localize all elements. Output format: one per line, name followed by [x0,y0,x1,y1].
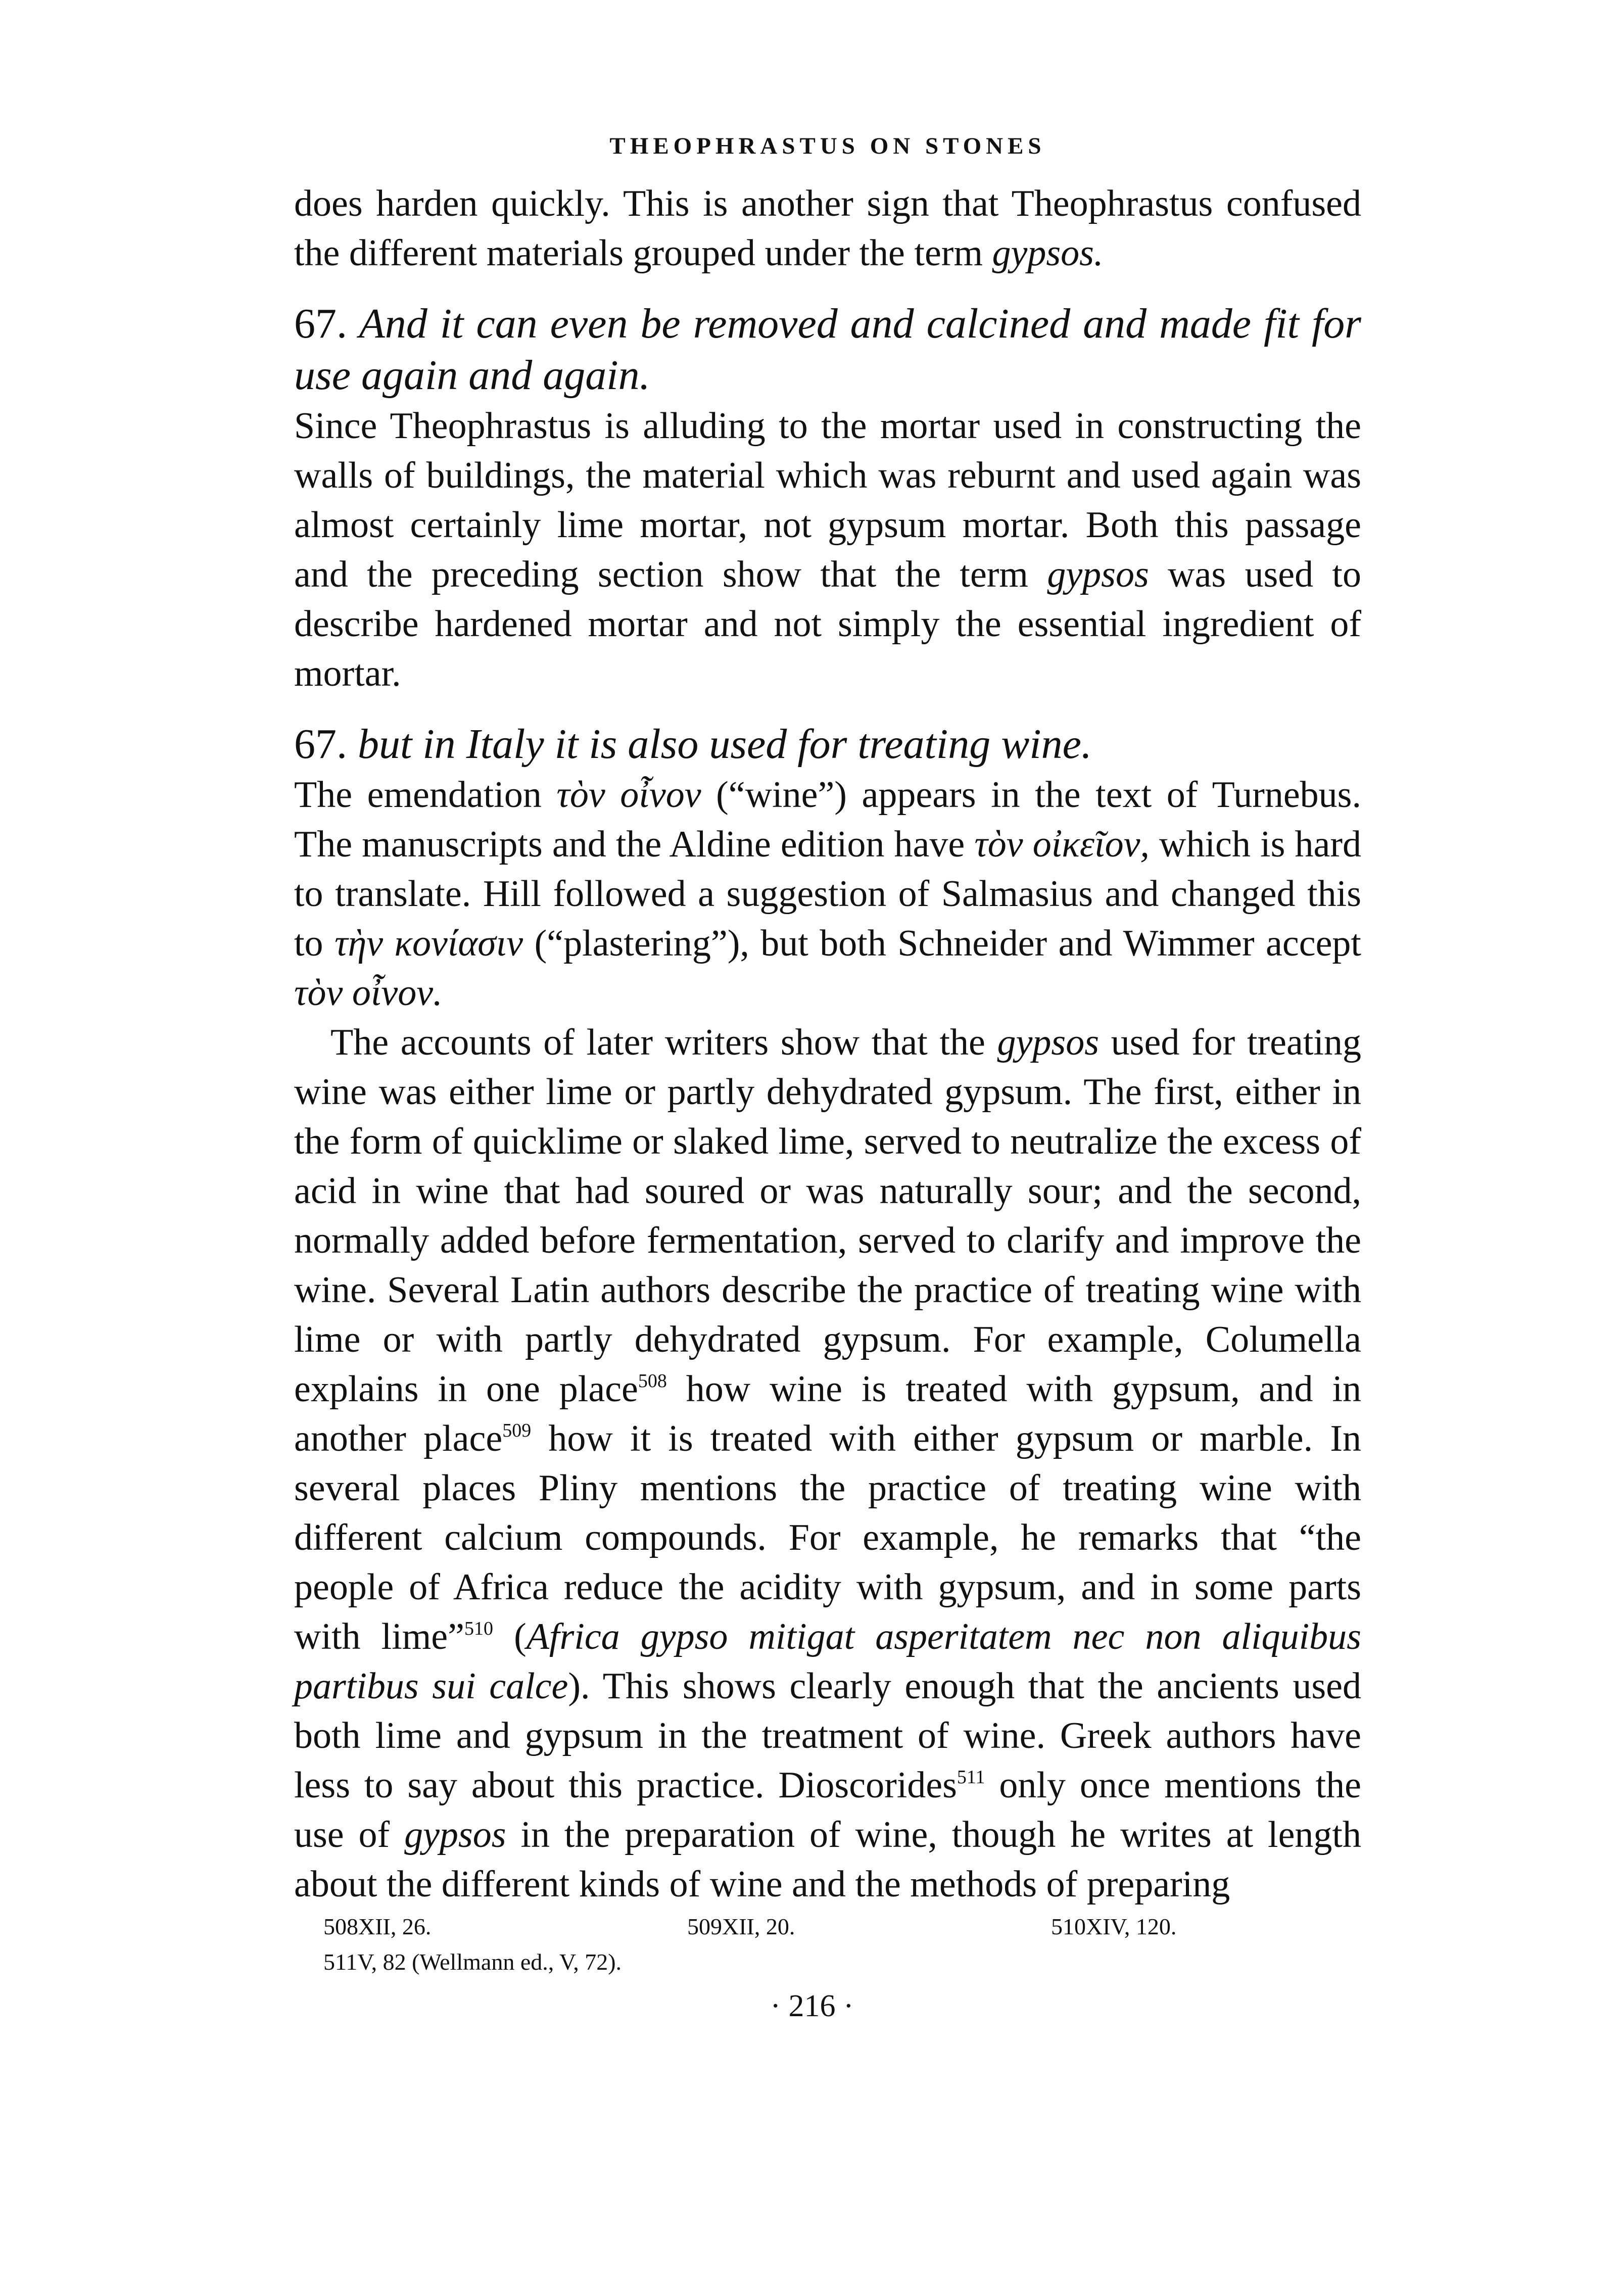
footnote-511 [323,1944,622,1980]
paragraph-text: (“wine”) appears in the text of Turnebus. The manuscripts and the Aldine edition have [294,774,1361,865]
footnote-row [323,1909,1334,1944]
paragraph-text: (“plastering”), but both Schneider and Wimmer accept [523,923,1361,964]
footnote-number: 509 [687,1914,722,1939]
greek-text: τὸν οἶνον. [294,972,443,1014]
paragraph-text: does harden quickly. This is another sign that Theophrastus confused the different materials grouped under the term [294,183,1361,274]
paragraph-text: ( [493,1616,527,1657]
paragraph-1 [294,179,1361,278]
footnote-number: 511 [323,1949,358,1975]
section-heading-text: And it can even be removed and calcined and made fit for use again and again. [294,300,1361,399]
footnote-ref-511: 511 [957,1767,985,1788]
section-heading-67a [294,298,1361,401]
paragraph-text: used for treating wine was either lime or partly dehydrated gypsum. The first, either in the form of quicklime or slaked lime, served to neutralize the excess of acid in wine that had soured or was naturally sour; and the second, normally added before fermentation, served to clarify and improve the wine. Several Latin authors describe the practice of treating wine with lime or with partly dehydrated gypsum. For example, Columella explains in one place [294,1022,1361,1410]
greek-text: τὸν οἶνον [556,774,701,816]
paragraph-4 [294,1018,1361,1909]
footnote-text: XIV, 120. [1086,1914,1177,1939]
paragraph-text: was used to describe hardened mortar and not simply the essential ingredient of mortar. [294,554,1361,694]
footnote-number: 510 [1051,1914,1086,1939]
paragraph-text: only once mentions the use of [294,1765,1361,1856]
paragraph-text: in the preparation of wine, though he writes at length about the different kinds of wine and the methods of preparing [294,1814,1361,1905]
paragraph-text: how wine is treated with gypsum, and in another place [294,1368,1361,1459]
footnote-text: V, 82 (Wellmann ed., V, 72). [357,1949,622,1975]
footnote-510 [1051,1909,1176,1944]
section-number: 67. [294,300,347,347]
italic-term: gypsos [1047,554,1149,595]
section-heading-text: but in Italy it is also used for treating wine. [347,721,1092,768]
paragraph-3 [294,770,1361,1018]
running-head: THEOPHRASTUS ON STONES [609,133,1046,159]
page-number: · 216 · [770,1989,854,2023]
section-number: 67. [294,721,347,768]
footnote-text: XII, 20. [722,1914,795,1939]
footnote-509 [687,1909,1051,1944]
page-body [294,132,1361,1909]
italic-term: gypsos. [992,232,1104,274]
greek-text: τὸν οἰκεῖον, [974,824,1150,865]
footnote-ref-508: 508 [638,1370,667,1392]
paragraph-text: how it is treated with either gypsum or marble. In several places Pliny mentions the practice of treating wine with different calcium compounds. For example, he remarks that “the people of Africa reduce the acidity with gypsum, and in some parts with lime” [294,1418,1361,1657]
italic-term: gypsos [997,1022,1099,1063]
footnote-ref-510: 510 [464,1618,493,1639]
paragraph-text: Since Theophrastus is alluding to the mortar used in constructing the walls of buildings, the material which was reburnt and used again was almost certainly lime mortar, not gypsum mortar. Both this passage and the preceding section show that the term [294,405,1361,595]
footnote-number: 508 [323,1914,358,1939]
footnotes [323,1909,1334,1980]
paragraph-text: The accounts of later writers show that the [330,1022,997,1063]
footnote-ref-509: 509 [502,1420,532,1441]
paragraph-text: The emendation [294,774,557,816]
greek-text: τὴν κονίασιν [335,923,523,964]
paragraph-text: ). This shows clearly enough that the ancients used both lime and gypsum in the treatment of wine. Greek authors have less to say about this practice. Dioscorides [294,1666,1361,1806]
footnote-text: XII, 26. [358,1914,432,1939]
paragraph-2 [294,401,1361,698]
italic-term: gypsos [404,1814,506,1856]
section-heading-67b [294,719,1361,770]
footnote-row [323,1944,1334,1980]
paragraph-text: which is hard to translate. Hill followed a suggestion of Salmasius and changed this to [294,824,1361,964]
footnote-508 [323,1909,687,1944]
latin-quote: Africa gypso mitigat asperitatem nec non aliquibus partibus sui calce [294,1616,1361,1707]
